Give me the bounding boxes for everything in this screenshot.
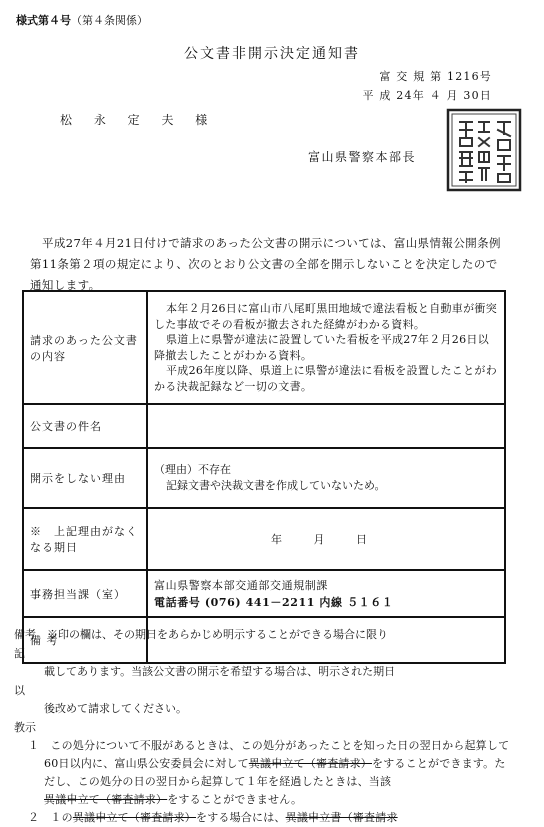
instruction-heading: 教示 [14, 720, 36, 734]
remarks-heading: 備考 [14, 628, 36, 641]
row-label-expiry-date: ※ 上記理由がなくなる期日 [23, 508, 147, 570]
reference-number: 富 交 規 第 1216号 [379, 70, 492, 83]
struck-text: 異議申立書（審査請求 [285, 811, 398, 824]
item-text: をする場合には、 [196, 811, 286, 824]
item-text: この処分について不服があるときは、この処分があったことを知った日の翌日から起算して60日以内に、富山県公安委員会に対して [44, 739, 510, 770]
instruction-item [14, 737, 514, 809]
row-label-remarks: 備 考 [23, 617, 147, 663]
request-content-cell [147, 291, 505, 404]
table-row [23, 508, 505, 570]
item-number: ２ [28, 811, 40, 824]
form-number: 様式第４号 [16, 14, 71, 27]
item-text: １の [50, 811, 73, 824]
struck-text: 異議申立て（審査請求） [72, 811, 197, 824]
document-title: 公文書非開示決定通知書 [184, 46, 360, 62]
reference-date: 平 成 24年 ４ 月 30日 [362, 89, 492, 102]
table-row [23, 291, 505, 404]
row-label-request-content: 請求のあった公文書の内容 [23, 291, 147, 404]
form-article: （第４条関係） [71, 14, 148, 27]
request-item: 本年２月26日に富山市八尾町黒田地域で違法看板と自動車が衝突した事故でその看板が撤去された経緯がわかる資料。 [154, 302, 497, 331]
request-item: 県道上に県警が違法に設置していた看板を平成27年２月26日以降撤去したことがわかる資料。 [154, 333, 489, 362]
sender: 富山県警察本部長 [308, 150, 417, 164]
struck-text: 異議申立て（審査請求） [248, 757, 372, 770]
department-name: 富山県警察本部交通部交通規制課 [154, 578, 328, 592]
addressee: 松 永 定 夫 様 [60, 113, 217, 127]
item-number: １ [28, 739, 40, 752]
phone-number: 電話番号 (076) 441－2211 内線 ５１６１ [154, 595, 394, 609]
remarks-sub-mark: 以 [14, 683, 25, 697]
remarks-note [14, 626, 514, 645]
document-name-cell [147, 404, 505, 448]
row-label-department: 事務担当課（室） [23, 570, 147, 617]
department-cell [147, 570, 505, 617]
form-label [16, 12, 148, 28]
request-item: 平成26年度以降、県道上に県警が違法に看板を設置したことがわかる決裁記録など一切の文書。 [154, 364, 497, 393]
remarks-line: 載してあります。当該公文書の開示を希望する場合は、明示された期日 [44, 665, 396, 678]
reason-cell [147, 448, 505, 508]
table-row [23, 448, 505, 508]
item-text: をすることができません。 [167, 793, 303, 806]
table-row [23, 404, 505, 448]
instruction-item [14, 809, 514, 827]
decision-table [22, 290, 506, 664]
struck-text: 異議申立て（審査請求） [44, 793, 168, 806]
remarks-sub-mark: 記 [14, 646, 25, 660]
item-text: をすることができます。ただし、この処分の日の翌日から起算して１年を経過したときは、当該 [44, 757, 506, 788]
remarks-line: ※印の欄は、その期日をあらかじめ明示することができる場合に限り [47, 628, 388, 641]
table-row [23, 570, 505, 617]
notes-section [14, 626, 514, 827]
intro-paragraph: 平成27年４月21日付けで請求のあった公文書の開示については、富山県情報公開条例第11条第２項の規定により、次のとおり公文書の全部を開示しないことを決定したので通知します。 [30, 236, 501, 292]
remarks-line: 後改めて請求してください。 [44, 702, 187, 715]
row-label-reason: 開示をしない理由 [23, 448, 147, 508]
reason-detail: 記録文書や決裁文書を作成していないため。 [166, 479, 386, 492]
expiry-date-cell: 年 月 日 [147, 508, 505, 570]
official-seal [446, 108, 522, 192]
reason-title: （理由）不存在 [154, 463, 231, 476]
row-label-document-name: 公文書の件名 [23, 404, 147, 448]
